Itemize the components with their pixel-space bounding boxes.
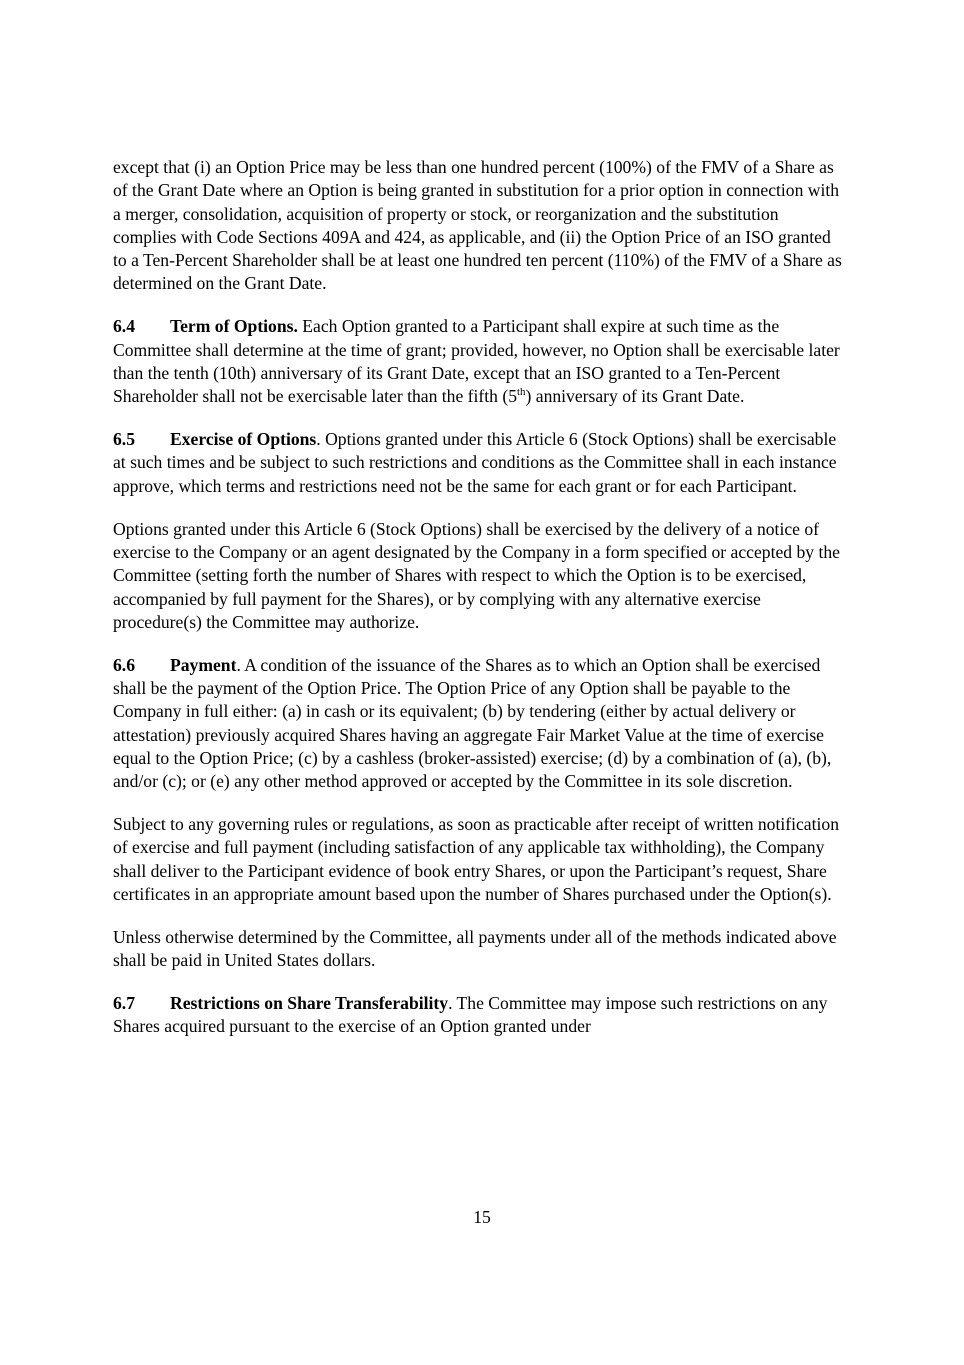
section-text: Each Option granted to a Participant shall expire at such time as the Committee shall determine at the time of grant; provided, however, no Option shall be exercisable later than the tenth (10th) anniversary of its Grant Date, except that an ISO granted to a Ten-Percent Shareholder shall not be exercisable later than the fifth (5 xyxy=(113,316,840,407)
section-number: 6.5 xyxy=(113,429,135,450)
section-number: 6.7 xyxy=(113,993,135,1014)
paragraph-payment-currency xyxy=(113,926,843,973)
section-number: 6.4 xyxy=(113,316,135,337)
section-text-continued: ) anniversary of its Grant Date. xyxy=(525,386,745,407)
paragraph-text: Subject to any governing rules or regulations, as soon as practicable after receipt of written notification of exercise and full payment (including satisfaction of any applicable tax withholding), the Company shall deliver to the Participant evidence of book entry Shares, or upon the Participant’s request, Share certificates in an appropriate amount based upon the number of Shares purchased under the Option(s). xyxy=(113,814,839,904)
superscript-ordinal: th xyxy=(517,386,526,399)
section-text: . A condition of the issuance of the Shares as to which an Option shall be exercised shall be the payment of the Option Price. The Option Price of any Option shall be payable to the Company in full either: (a) in cash or its equivalent; (b) by tendering (either by actual delivery or attestation) previously acquired Shares having an aggregate Fair Market Value at the time of exercise equal to the Option Price; (c) by a cashless (broker-assisted) exercise; (d) by a combination of (a), (b), and/or (c); or (e) any other method approved or accepted by the Committee in its sole discretion. xyxy=(113,654,832,792)
section-text: . The Committee may impose such restrictions on any Shares acquired pursuant to the exercise of an Option granted under xyxy=(113,993,828,1037)
section-6-5-exercise-of-options xyxy=(113,428,843,498)
section-number: 6.6 xyxy=(113,654,135,675)
paragraph-option-price-exception xyxy=(113,156,843,296)
paragraph-text: Unless otherwise determined by the Committee, all payments under all of the methods indicated above shall be paid in United States dollars. xyxy=(113,926,837,971)
page-number: 15 xyxy=(473,1207,491,1227)
document-body xyxy=(113,156,843,1058)
section-6-6-payment xyxy=(113,654,843,794)
section-title: Term of Options. xyxy=(170,316,298,337)
section-title: Exercise of Options xyxy=(170,429,317,450)
paragraph-text: Options granted under this Article 6 (Stock Options) shall be exercised by the delivery of a notice of exercise to the Company or an agent designated by the Company in a form specified or accepted by the Committee (setting forth the number of Shares with respect to which the Option is to be exercised, accompanied by full payment for the Shares), or by complying with any alternative exercise procedure(s) the Committee may authorize. xyxy=(113,518,840,632)
section-title: Payment xyxy=(170,654,237,675)
paragraph-share-delivery xyxy=(113,813,843,906)
section-title: Restrictions on Share Transferability xyxy=(170,993,449,1014)
section-text: . Options granted under this Article 6 (Stock Options) shall be exercisable at such times and be subject to such restrictions and conditions as the Committee shall in each instance approve, which terms and restrictions need not be the same for each grant or for each Participant. xyxy=(113,429,837,496)
section-6-4-term-of-options xyxy=(113,315,843,408)
section-6-7-restrictions-on-share-transferability xyxy=(113,992,843,1039)
paragraph-exercise-delivery xyxy=(113,518,843,634)
paragraph-text: except that (i) an Option Price may be less than one hundred percent (100%) of the FMV of a Share as of the Grant Date where an Option is being granted in substitution for a prior option in connection with a merger, consolidation, acquisition of property or stock, or reorganization and the substitution complies with Code Sections 409A and 424, as applicable, and (ii) the Option Price of an ISO granted to a Ten-Percent Shareholder shall be at least one hundred ten percent (110%) of the FMV of a Share as determined on the Grant Date. xyxy=(113,157,842,294)
